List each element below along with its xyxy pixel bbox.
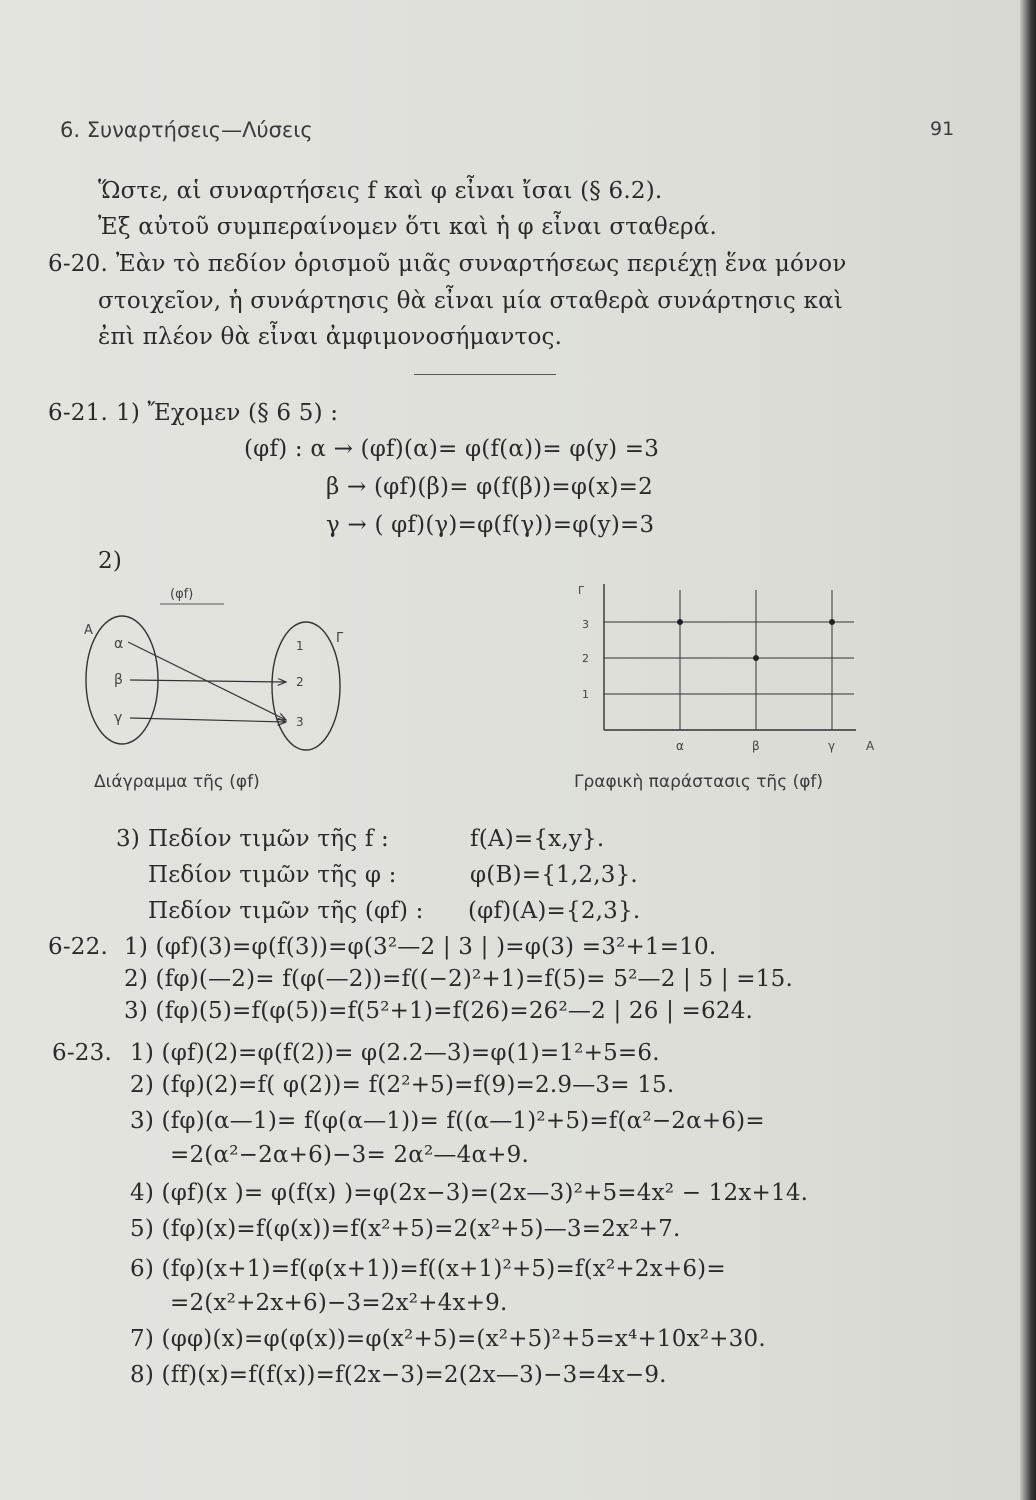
range-phi-value: φ(B)={1,2,3}.	[470, 862, 638, 888]
element-2: 2	[296, 675, 304, 689]
graph-y-tick-2: 2	[582, 652, 589, 665]
exercise-6-20-label: 6-20.	[48, 251, 108, 277]
exercise-6-23-line-5: 5) (fφ)(x)=f(φ(x))=f(x²+5)=2(x²+5)—3=2x²+7.	[130, 1216, 681, 1242]
element-3: 3	[296, 715, 304, 729]
graph-y-tick-1: 1	[582, 688, 589, 701]
set-g-label: Γ	[336, 631, 344, 646]
exercise-6-23-label: 6-23.	[52, 1040, 112, 1066]
page-edge-shadow	[1020, 0, 1036, 1500]
exercise-6-23-line-3b: =2(α²−2α+6)−3= 2α²—4α+9.	[170, 1142, 529, 1168]
range-f-label: Πεδίον τιμῶν τῆς f :	[148, 826, 389, 852]
exercise-6-23-line-7: 7) (φφ)(x)=φ(φ(x))=φ(x²+5)=(x²+5)²+5=x⁴+10x²+30.	[130, 1326, 766, 1352]
exercise-6-20-line-1: Ἐὰν τὸ πεδίον ὁρισμοῦ μιᾶς συναρτήσεως περιέχῃ ἕνα μόνον	[116, 251, 847, 277]
intro-line-1: Ὥστε, αἱ συναρτήσεις f καὶ φ εἶναι ἴσαι (§ 6.2).	[98, 178, 663, 204]
exercise-6-22-line-1: 1) (φf)(3)=φ(f(3))=φ(3²—2 | 3 | )=φ(3) =3²+1=10.	[124, 934, 717, 960]
page-number: 91	[930, 118, 955, 140]
graph-caption: Γραφικὴ παράστασις τῆς (φf)	[574, 772, 824, 792]
graph-y-axis-label: Γ	[578, 584, 585, 597]
element-1: 1	[296, 639, 304, 653]
exercise-6-22-line-3: 3) (fφ)(5)=f(φ(5))=f(5²+1)=f(26)=26²—2 | 26 | =624.	[124, 998, 754, 1024]
exercise-6-21-label: 6-21.	[48, 400, 108, 426]
exercise-6-22-line-2: 2) (fφ)(—2)= f(φ(—2))=f((−2)²+1)=f(5)= 5²—2 | 5 | =15.	[124, 966, 793, 992]
graph-x-tick-gamma: γ	[828, 739, 836, 753]
exercise-6-23-line-6a: 6) (fφ)(x+1)=f(φ(x+1))=f((x+1)²+5)=f(x²+2x+6)=	[130, 1256, 726, 1282]
diagram-arrow-label: (φf)	[170, 587, 194, 602]
graph-x-axis-label: A	[866, 739, 875, 753]
section-divider	[414, 374, 556, 375]
intro-line-2: Ἐξ αὐτοῦ συμπεραίνομεν ὅτι καὶ ἡ φ εἶναι σταθερά.	[98, 214, 717, 240]
diagram-caption: Διάγραμμα τῆς (φf)	[94, 772, 260, 792]
exercise-6-20-line-3: ἐπὶ πλέον θὰ εἶναι ἀμφιμονοσήμαντος.	[98, 324, 563, 350]
arrow-gamma-to-3	[130, 718, 286, 722]
range-phif-value: (φf)(A)={2,3}.	[468, 898, 641, 924]
exercise-6-20-line-2: στοιχεῖον, ἡ συνάρτησις θὰ εἶναι μία σταθερὰ συνάρτησις καὶ	[98, 288, 844, 314]
exercise-6-23-line-2: 2) (fφ)(2)=f( φ(2))= f(2²+5)=f(9)=2.9—3= 15.	[130, 1072, 675, 1098]
range-f-value: f(A)={x,y}.	[470, 826, 605, 852]
exercise-6-21-part-1: 1) Ἔχομεν (§ 6 5) :	[116, 400, 339, 426]
function-graph	[570, 580, 890, 760]
element-alpha: α	[114, 636, 124, 652]
element-beta: β	[114, 672, 123, 688]
part-3-label: 3)	[116, 826, 141, 852]
running-header: 6. Συναρτήσεις—Λύσεις	[60, 118, 313, 142]
graph-y-tick-3: 3	[582, 618, 589, 631]
range-phi-label: Πεδίον τιμῶν τῆς φ :	[148, 862, 397, 888]
graph-point-beta-2	[753, 655, 759, 661]
exercise-6-23-line-6b: =2(x²+2x+6)−3=2x²+4x+9.	[170, 1290, 508, 1316]
exercise-6-21-part-2: 2)	[98, 548, 123, 574]
graph-x-tick-alpha: α	[676, 739, 684, 753]
exercise-6-23-line-8: 8) (ff)(x)=f(f(x))=f(2x−3)=2(2x—3)−3=4x−9.	[130, 1362, 667, 1388]
range-phif-label: Πεδίον τιμῶν τῆς (φf) :	[148, 898, 424, 924]
exercise-6-21-eq-2: β → (φf)(β)= φ(f(β))=φ(x)=2	[326, 474, 653, 500]
exercise-6-23-line-1: 1) (φf)(2)=φ(f(2))= φ(2.2—3)=φ(1)=1²+5=6.	[130, 1040, 660, 1066]
graph-point-alpha-3	[677, 619, 683, 625]
set-g-ellipse	[272, 622, 340, 750]
mapping-diagram	[74, 580, 354, 760]
graph-point-gamma-3	[829, 619, 835, 625]
exercise-6-23-line-4: 4) (φf)(x )= φ(f(x) )=φ(2x−3)=(2x—3)²+5=4x² − 12x+14.	[130, 1180, 809, 1206]
element-gamma: γ	[114, 710, 123, 726]
set-a-label: A	[84, 623, 93, 638]
graph-x-tick-beta: β	[752, 739, 760, 753]
exercise-6-21-eq-3: γ → ( φf)(γ)=φ(f(γ))=φ(y)=3	[326, 512, 655, 538]
exercise-6-23-line-3a: 3) (fφ)(α—1)= f(φ(α—1))= f((α—1)²+5)=f(α²−2α+6)=	[130, 1108, 765, 1134]
exercise-6-22-label: 6-22.	[48, 934, 108, 960]
exercise-6-21-eq-1: (φf) : α → (φf)(α)= φ(f(α))= φ(y) =3	[244, 436, 660, 462]
